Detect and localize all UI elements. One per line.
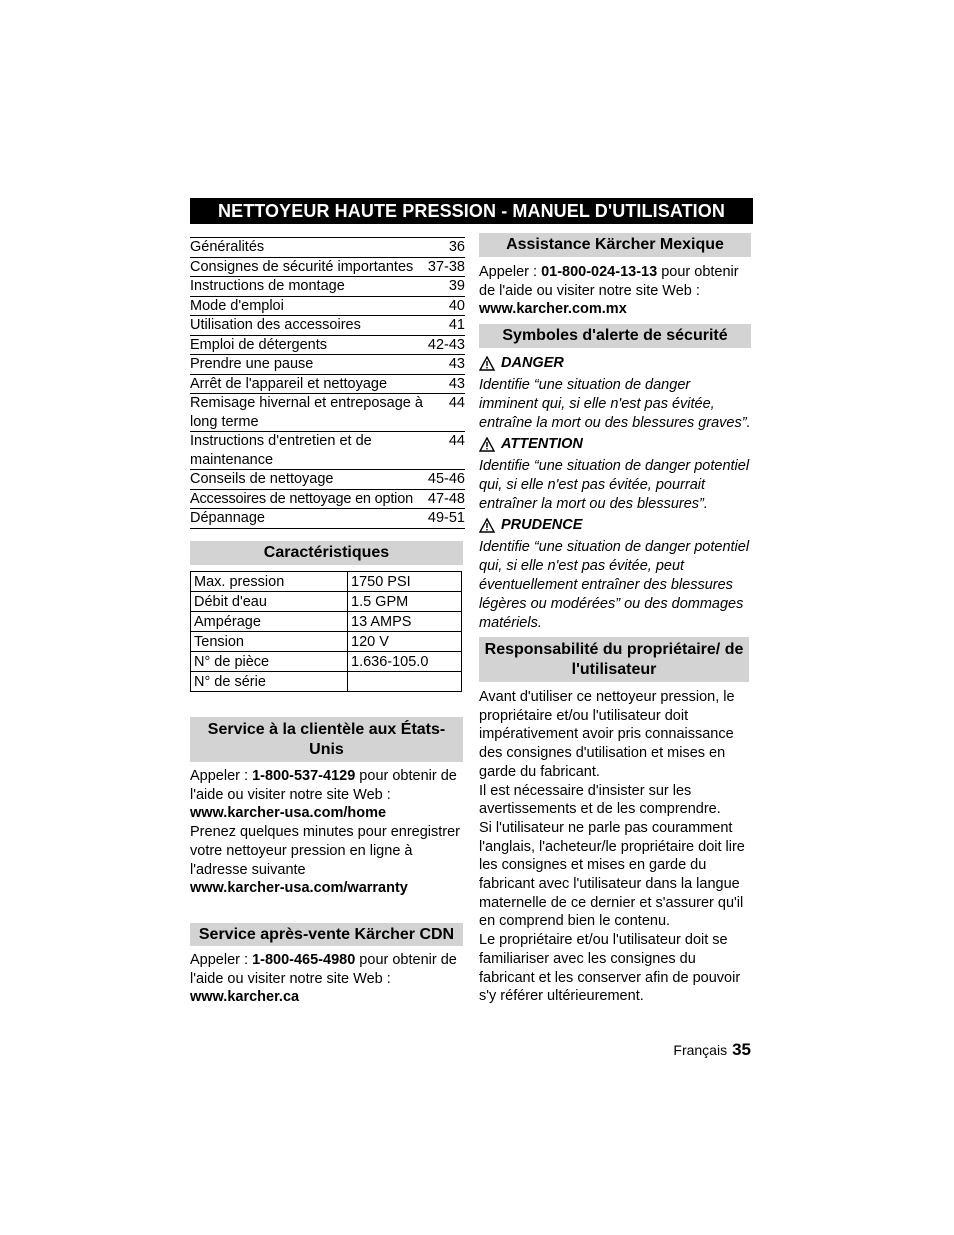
prudence-text: Identifie “une situation de danger potentiel qui, si elle n'est pas évitée, peut éventuellement entraîner des blessures légères ou modérées” ou des dommages matériels. bbox=[479, 539, 750, 631]
us-phone-number[interactable]: 1-800-537-4129 bbox=[252, 768, 356, 784]
toc-page: 41 bbox=[448, 317, 465, 333]
toc-page: 43 bbox=[448, 375, 465, 392]
toc-label: Accessoires de nettoyage en option bbox=[190, 490, 413, 507]
prudence-title bbox=[479, 517, 582, 533]
mx-website-link[interactable]: www.karcher.com.mx bbox=[479, 301, 627, 318]
toc-row[interactable] bbox=[190, 508, 465, 529]
cdn-service-heading: Service après-vente Kärcher CDN bbox=[190, 923, 463, 946]
attention-label: ATTENTION bbox=[501, 436, 583, 452]
toc-label: Généralités bbox=[190, 239, 265, 255]
spec-key: Débit d'eau bbox=[191, 592, 348, 612]
toc-row[interactable] bbox=[190, 237, 465, 257]
toc-page: 36 bbox=[448, 239, 465, 255]
toc-label: Consignes de sécurité importantes bbox=[190, 258, 414, 275]
toc-row[interactable] bbox=[190, 276, 465, 296]
call-suffix: pour obtenir de l'aide ou visiter notre site Web : bbox=[190, 952, 457, 987]
footer-language: Français bbox=[673, 1042, 728, 1058]
toc-row[interactable] bbox=[190, 393, 465, 431]
toc-label: Arrêt de l'appareil et nettoyage bbox=[190, 375, 388, 392]
table-row bbox=[191, 632, 462, 652]
call-prefix: Appeler : bbox=[479, 264, 542, 280]
toc-label: Instructions d'entretien et de maintenance bbox=[190, 433, 372, 468]
call-suffix: pour obtenir de l'aide ou visiter notre site Web : bbox=[479, 264, 739, 299]
call-prefix: Appeler : bbox=[190, 768, 253, 784]
manual-title-banner: NETTOYEUR HAUTE PRESSION - MANUEL D'UTILISATION bbox=[190, 198, 753, 224]
cdn-phone-number[interactable]: 1-800-465-4980 bbox=[252, 952, 356, 968]
page-footer bbox=[673, 1040, 751, 1060]
safety-alerts-heading: Symboles d'alerte de sécurité bbox=[479, 324, 751, 348]
mx-service-heading: Assistance Kärcher Mexique bbox=[479, 233, 751, 257]
toc-label: Mode d'emploi bbox=[190, 297, 284, 314]
toc-row[interactable] bbox=[190, 431, 465, 469]
table-row bbox=[191, 592, 462, 612]
toc-page: 39 bbox=[448, 278, 465, 294]
owner-responsibility-heading bbox=[479, 637, 749, 682]
table-row bbox=[191, 572, 462, 592]
toc-label: Instructions de montage bbox=[190, 278, 345, 294]
table-row bbox=[191, 672, 462, 692]
table-row bbox=[191, 612, 462, 632]
warning-triangle-icon bbox=[479, 437, 495, 452]
warning-triangle-icon bbox=[479, 518, 495, 533]
spec-key: Tension bbox=[191, 632, 348, 652]
mx-service-body bbox=[479, 263, 751, 319]
toc-row[interactable] bbox=[190, 374, 465, 394]
spec-value bbox=[348, 672, 462, 692]
register-text: Prenez quelques minutes pour enregistrer votre nettoyeur pression en ligne à l'adresse suivante bbox=[190, 824, 461, 878]
cdn-service-body bbox=[190, 951, 465, 1007]
spec-value: 1.636-105.0 bbox=[348, 652, 462, 672]
toc-label: Utilisation des accessoires bbox=[190, 317, 361, 333]
us-service-title: Service à la clientèle aux États-Unis bbox=[207, 720, 446, 758]
toc-page: 43 bbox=[448, 356, 465, 372]
spec-value: 120 V bbox=[348, 632, 462, 652]
toc-page: 44 bbox=[448, 433, 465, 449]
owner-paragraph: Si l'utilisateur ne parle pas couramment l'anglais, l'acheteur/le propriétaire doit lire les consignes et mises en garde du fabricant avec l'utilisateur dans la langue maternelle de ce dernier et s'assurer qu'il en comprend bien le contenu. bbox=[479, 819, 745, 930]
warning-triangle-icon bbox=[479, 356, 495, 371]
toc-row[interactable] bbox=[190, 296, 465, 316]
table-of-contents bbox=[190, 237, 465, 529]
owner-title: Responsabilité du propriétaire/ de l'utilisateur bbox=[484, 640, 744, 678]
toc-label: Emploi de détergents bbox=[190, 336, 328, 353]
spec-key: N° de pièce bbox=[191, 652, 348, 672]
owner-paragraph: Avant d'utiliser ce nettoyeur pression, le propriétaire et/ou l'utilisateur doit impérativement avoir pris connaissance des consignes d'utilisation et mises en garde du fabricant. bbox=[479, 689, 735, 780]
danger-label: DANGER bbox=[501, 355, 564, 371]
mx-phone-number[interactable]: 01-800-024-13-13 bbox=[541, 264, 658, 280]
spec-key: Max. pression bbox=[191, 572, 348, 592]
spec-value: 1750 PSI bbox=[348, 572, 462, 592]
spec-key: Ampérage bbox=[191, 612, 348, 632]
toc-row[interactable] bbox=[190, 489, 465, 509]
toc-label: Conseils de nettoyage bbox=[190, 471, 334, 487]
specs-table bbox=[190, 571, 462, 692]
us-website-link[interactable]: www.karcher-usa.com/home bbox=[190, 805, 387, 822]
spec-value: 1.5 GPM bbox=[348, 592, 462, 612]
attention-text: Identifie “une situation de danger potentiel qui, si elle n'est pas évitée, pourrait entraîner la mort ou des blessures”. bbox=[479, 458, 750, 512]
toc-row[interactable] bbox=[190, 257, 465, 277]
toc-page: 49-51 bbox=[427, 510, 465, 526]
danger-text: Identifie “une situation de danger imminent qui, si elle n'est pas évitée, entraîne la mort ou des blessures graves”. bbox=[479, 377, 751, 431]
toc-page: 47-48 bbox=[427, 490, 465, 507]
us-warranty-link[interactable]: www.karcher-usa.com/warranty bbox=[190, 880, 408, 897]
toc-label: Remisage hivernal et entreposage à long terme bbox=[190, 395, 423, 430]
owner-body bbox=[479, 688, 751, 1006]
us-service-heading bbox=[190, 717, 463, 762]
toc-row[interactable] bbox=[190, 469, 465, 489]
spec-value: 13 AMPS bbox=[348, 612, 462, 632]
characteristics-heading: Caractéristiques bbox=[190, 541, 463, 565]
table-row bbox=[191, 652, 462, 672]
toc-row[interactable] bbox=[190, 315, 465, 335]
page-number: 35 bbox=[732, 1040, 751, 1059]
attention-title bbox=[479, 436, 583, 452]
toc-label: Prendre une pause bbox=[190, 356, 314, 372]
call-prefix: Appeler : bbox=[190, 952, 253, 968]
danger-title bbox=[479, 355, 564, 371]
us-service-body bbox=[190, 767, 465, 898]
toc-row[interactable] bbox=[190, 335, 465, 355]
spec-key: N° de série bbox=[191, 672, 348, 692]
prudence-label: PRUDENCE bbox=[501, 517, 583, 533]
toc-page: 42-43 bbox=[427, 336, 465, 353]
toc-page: 44 bbox=[448, 395, 465, 411]
toc-row[interactable] bbox=[190, 354, 465, 374]
toc-page: 37-38 bbox=[427, 258, 465, 275]
call-suffix: pour obtenir de l'aide ou visiter notre site Web : bbox=[190, 768, 457, 803]
owner-paragraph: Il est nécessaire d'insister sur les avertissements et de les comprendre. bbox=[479, 782, 721, 818]
toc-label: Dépannage bbox=[190, 510, 265, 526]
toc-page: 45-46 bbox=[427, 471, 465, 487]
toc-page: 40 bbox=[448, 297, 465, 314]
cdn-website-link[interactable]: www.karcher.ca bbox=[190, 989, 300, 1006]
owner-paragraph: Le propriétaire et/ou l'utilisateur doit se familiariser avec les consignes du fabricant et les conserver afin de pouvoir s'y référer ultérieurement. bbox=[479, 932, 741, 1005]
